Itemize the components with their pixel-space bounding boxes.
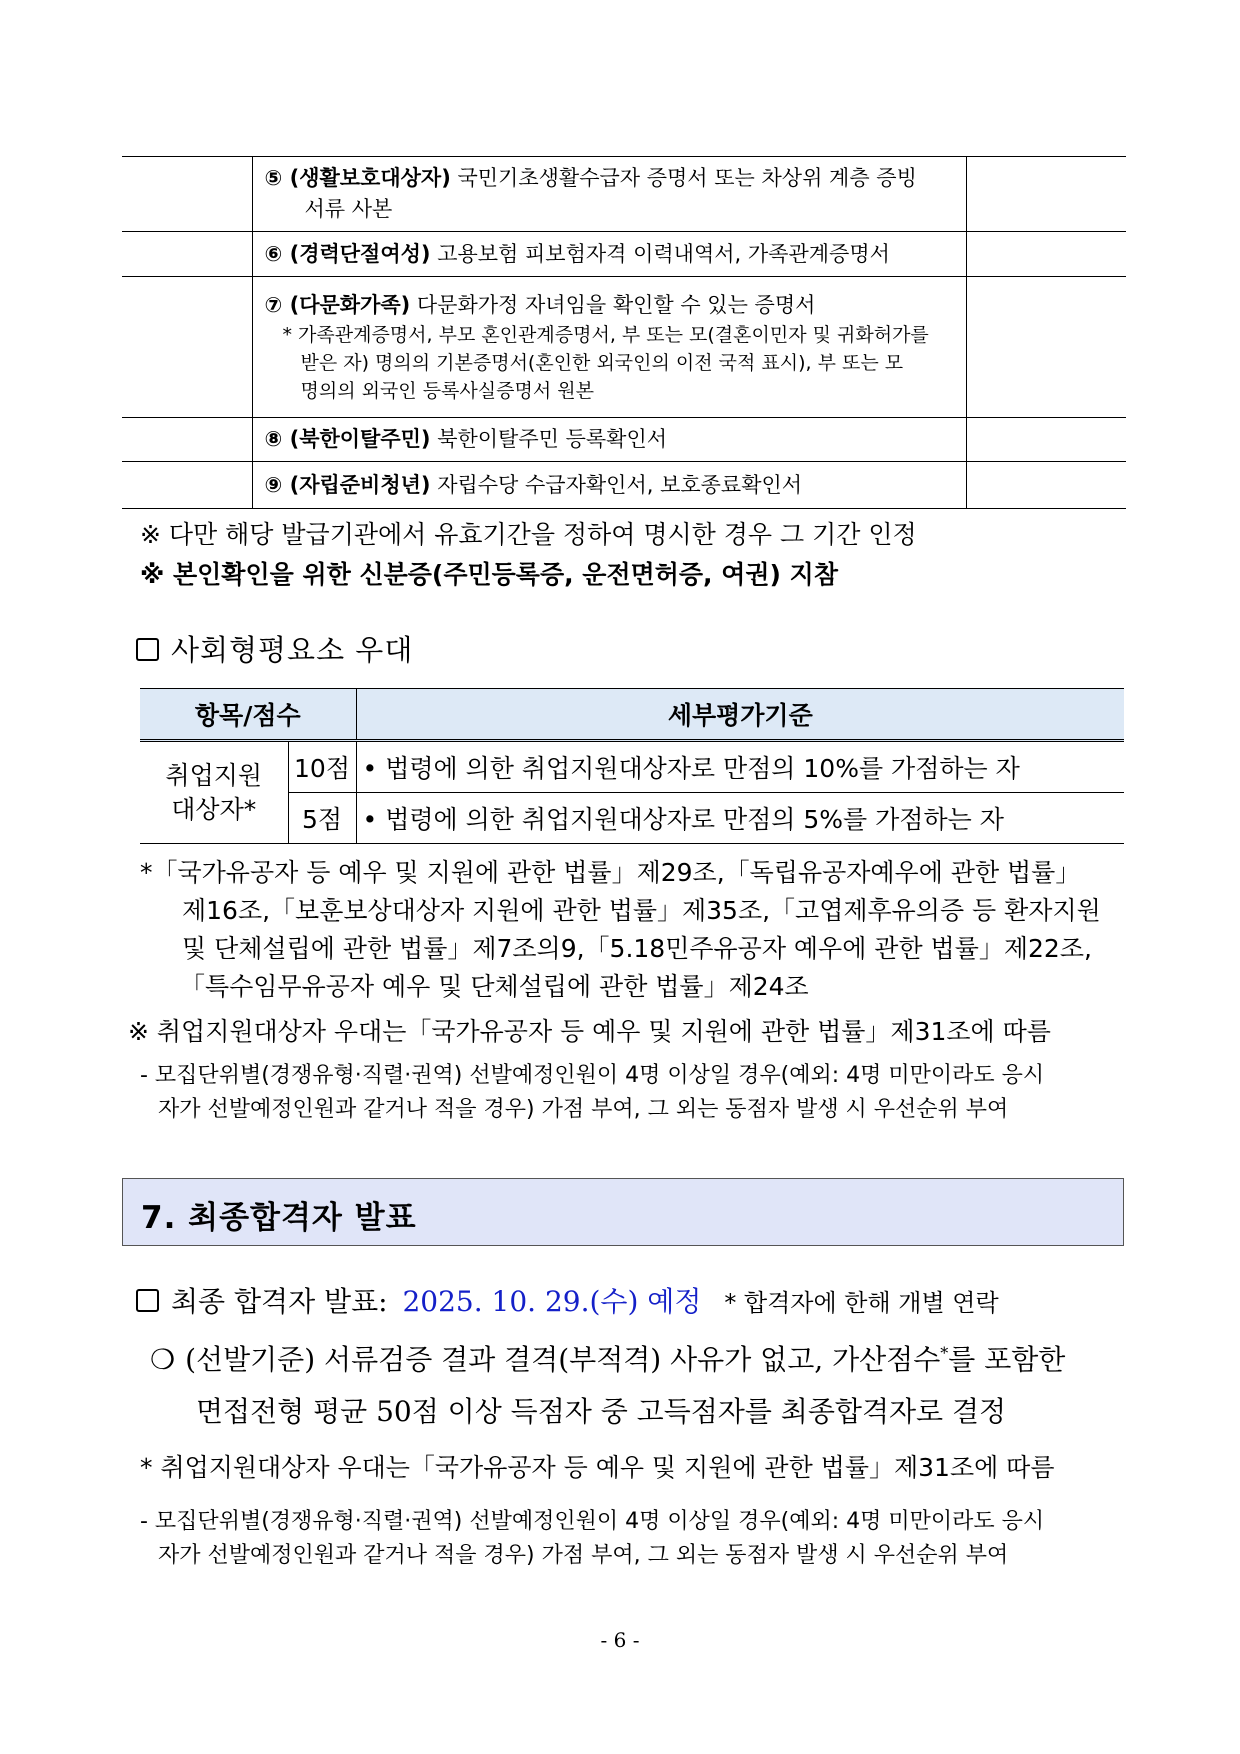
table-row — [122, 462, 1126, 509]
points-cell: 10점 — [288, 741, 356, 793]
law-footnote-line-3: 및 단체설립에 관한 법률」제7조의9,「5.18민주유공자 예우에 관한 법률」제22조, — [182, 934, 1092, 963]
social-equity-heading-text: 사회형평요소 우대 — [171, 633, 414, 667]
preference-ref-note: ※ 취업지원대상자 우대는「국가유공자 등 예우 및 지원에 관한 법률」제31조에 따름 — [128, 1017, 1051, 1046]
row-label: ⑧ (북한이탈주민) — [264, 427, 431, 451]
category-cell — [140, 741, 288, 844]
table-row — [122, 277, 1126, 418]
validity-note: ※ 다만 해당 발급기관에서 유효기간을 정하여 명시한 경우 그 기간 인정 — [140, 520, 917, 549]
law-footnote-line-1: *「국가유공자 등 예우 및 지원에 관한 법률」제29조,「독립유공자예우에 관한 법률」 — [140, 858, 1081, 887]
section-7-banner — [122, 1178, 1124, 1246]
final-preference-ref-note: * 취업지원대상자 우대는「국가유공자 등 예우 및 지원에 관한 법률」제31조에 따름 — [140, 1453, 1055, 1482]
id-card-note: ※ 본인확인을 위한 신분증(주민등록증, 운전면허증, 여권) 지참 — [140, 560, 838, 589]
row-label: ⑤ (생활보호대상자) — [264, 166, 451, 190]
bonus-rule-line-2: 자가 선발예정인원과 같거나 적을 경우) 가점 부여, 그 외는 동점자 발생 시 우선순위 부여 — [158, 1097, 1009, 1122]
row-text: 자립수당 수급자확인서, 보호종료확인서 — [430, 472, 803, 497]
row-label: ⑨ (자립준비청년) — [264, 472, 431, 497]
table-row — [140, 741, 1124, 793]
criteria-text-b: 를 포함한 — [948, 1343, 1066, 1376]
announcement-note: * 합격자에 한해 개별 연락 — [724, 1289, 999, 1317]
row-text: 북한이탈주민 등록확인서 — [430, 427, 668, 451]
row-label: ⑦ (다문화가족) — [264, 292, 411, 317]
bonus-rule-line-1: - 모집단위별(경쟁유형·직렬·권역) 선발예정인원이 4명 이상일 경우(예외: 4명 미만이라도 응시 — [140, 1063, 1045, 1088]
criterion-cell: • 법령에 의한 취업지원대상자로 만점의 5%를 가점하는 자 — [356, 793, 1124, 844]
selection-criteria-line-2: 면접전형 평균 50점 이상 득점자 중 고득점자를 최종합격자로 결정 — [196, 1395, 1007, 1428]
row-continuation: 서류 사본 — [304, 197, 393, 221]
final-bonus-rule-line-1: - 모집단위별(경쟁유형·직렬·권역) 선발예정인원이 4명 이상일 경우(예외: 4명 미만이라도 응시 — [140, 1509, 1045, 1534]
row-text: 고용보험 피보험자격 이력내역서, 가족관계증명서 — [430, 241, 890, 266]
category-line-1: 취업지원 — [165, 760, 263, 790]
category-line-2: 대상자* — [171, 794, 257, 824]
row-text: 다문화가정 자녀임을 확인할 수 있는 증명서 — [410, 292, 816, 317]
announcement-label: 최종 합격자 발표: — [171, 1285, 388, 1318]
column-header-item: 항목/점수 — [140, 689, 356, 741]
announcement-date: 2025. 10. 29.(수) 예정 — [402, 1285, 702, 1318]
criterion-cell: • 법령에 의한 취업지원대상자로 만점의 10%를 가점하는 자 — [356, 741, 1124, 793]
row-note-line-1: * 가족관계증명서, 부모 혼인관계증명서, 부 또는 모(결혼이민자 및 귀화허가를 — [282, 323, 929, 346]
table-row — [122, 157, 1126, 232]
row-note-line-2: 받은 자) 명의의 기본증명서(혼인한 외국인의 이전 국적 표시), 부 또는 모 — [300, 351, 904, 374]
criteria-sup: * — [940, 1343, 949, 1363]
row-text: 국민기초생활수급자 증명서 또는 차상위 계층 증빙 — [450, 166, 917, 190]
page-number: - 6 - — [600, 1628, 640, 1652]
selection-criteria-line-1 — [150, 1338, 1065, 1378]
score-table — [140, 688, 1124, 844]
column-header-criteria: 세부평가기준 — [356, 689, 1124, 741]
table-row — [122, 232, 1126, 277]
social-equity-heading — [136, 628, 413, 669]
criteria-text-a: (선발기준) 서류검증 결과 결격(부적격) 사유가 없고, 가산점수 — [185, 1343, 941, 1376]
document-requirements-table — [122, 156, 1126, 509]
law-footnote-line-4: 「특수임무유공자 예우 및 단체설립에 관한 법률」제24조 — [180, 972, 809, 1001]
checkbox-square-icon — [136, 638, 159, 661]
row-label: ⑥ (경력단절여성) — [264, 241, 431, 266]
table-row — [122, 418, 1126, 462]
row-note-line-3: 명의의 외국인 등록사실증명서 원본 — [300, 379, 594, 402]
section-7-title: 7. 최종합격자 발표 — [141, 1200, 417, 1236]
final-bonus-rule-line-2: 자가 선발예정인원과 같거나 적을 경우) 가점 부여, 그 외는 동점자 발생 시 우선순위 부여 — [158, 1543, 1009, 1568]
table-row — [140, 793, 1124, 844]
bullet-circle-icon: ❍ — [150, 1343, 176, 1376]
points-cell: 5점 — [288, 793, 356, 844]
announcement-line — [136, 1280, 999, 1320]
law-footnote-line-2: 제16조,「보훈보상대상자 지원에 관한 법률」제35조,「고엽제후유의증 등 환자지원 — [182, 896, 1101, 925]
table-header-row — [140, 689, 1124, 741]
checkbox-square-icon — [136, 1289, 159, 1312]
